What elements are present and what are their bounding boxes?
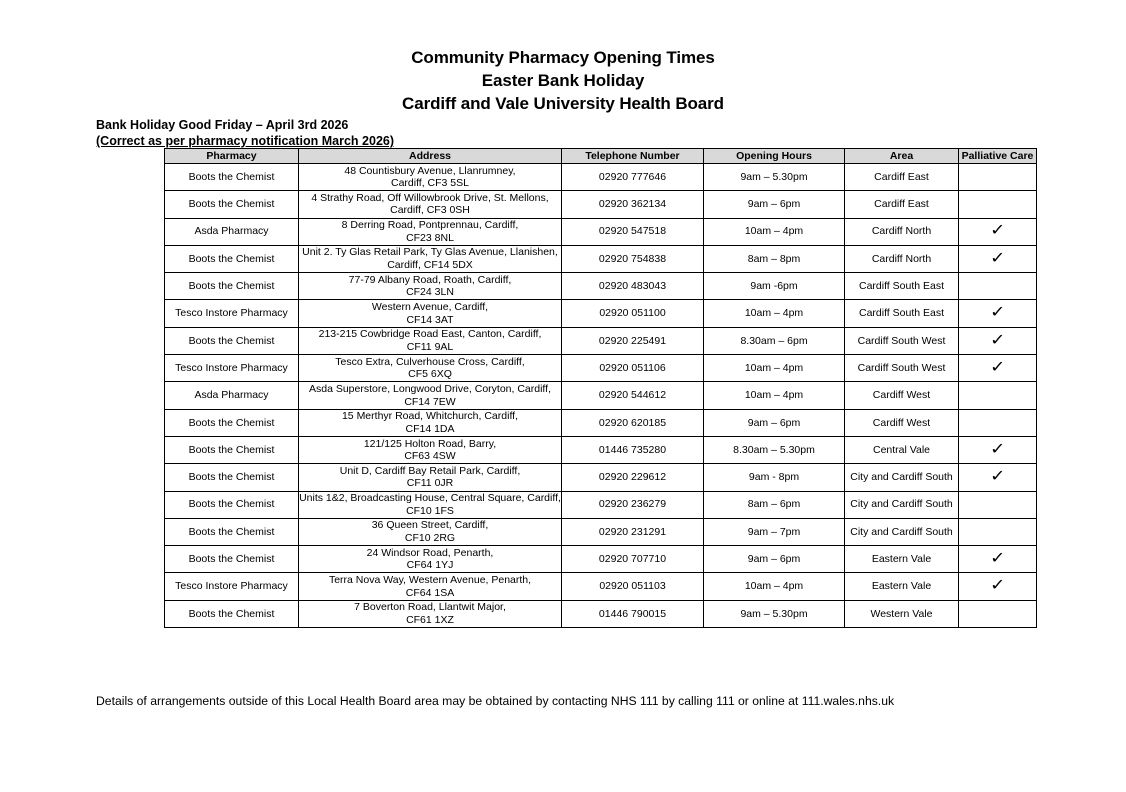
checkmark-icon: ✓ <box>989 440 1006 458</box>
cell-opening-hours: 9am - 8pm <box>704 464 845 491</box>
cell-pharmacy: Boots the Chemist <box>165 273 299 300</box>
address-line-2: CF14 1DA <box>405 422 455 435</box>
address-line-1: 8 Derring Road, Pontprennau, Cardiff, <box>341 219 519 232</box>
cell-pharmacy: Boots the Chemist <box>165 409 299 436</box>
address-line-2: CF10 1FS <box>406 504 454 517</box>
cell-opening-hours: 9am – 5.30pm <box>704 600 845 627</box>
cell-opening-hours: 10am – 4pm <box>704 573 845 600</box>
address-line-2: CF64 1YJ <box>406 559 454 572</box>
cell-address <box>299 355 562 382</box>
address-line-1: Terra Nova Way, Western Avenue, Penarth, <box>328 574 532 586</box>
document-title-block <box>0 46 1126 115</box>
table-row <box>165 436 1037 463</box>
cell-pharmacy: Tesco Instore Pharmacy <box>165 355 299 382</box>
address-line-2: CF5 6XQ <box>408 368 452 381</box>
table-row <box>165 218 1037 245</box>
address-line-2: CF63 4SW <box>404 450 456 463</box>
cell-palliative-care <box>959 355 1037 382</box>
cell-pharmacy: Boots the Chemist <box>165 327 299 354</box>
address-line-1: 24 Windsor Road, Penarth, <box>366 546 494 559</box>
table-row <box>165 600 1037 627</box>
cell-area: Cardiff South West <box>845 355 959 382</box>
address-line-2: CF64 1SA <box>405 586 455 599</box>
address-line-2: Cardiff, CF3 0SH <box>390 204 470 217</box>
cell-address <box>299 245 562 272</box>
cell-telephone: 02920 544612 <box>562 382 704 409</box>
checkmark-icon: ✓ <box>989 468 1006 486</box>
cell-area: Western Vale <box>845 600 959 627</box>
cell-address <box>299 546 562 573</box>
title-line-3: Cardiff and Vale University Health Board <box>402 94 724 113</box>
cell-palliative-care <box>959 218 1037 245</box>
table-row <box>165 191 1037 218</box>
cell-area: Eastern Vale <box>845 546 959 573</box>
cell-telephone: 02920 707710 <box>562 546 704 573</box>
cell-pharmacy: Boots the Chemist <box>165 245 299 272</box>
table-row <box>165 409 1037 436</box>
column-header-palliative-care: Palliative Care <box>959 149 1037 164</box>
cell-palliative-care <box>959 191 1037 218</box>
address-line-2: CF10 2RG <box>404 532 456 544</box>
cell-address <box>299 518 562 545</box>
checkmark-icon: ✓ <box>989 222 1006 240</box>
cell-address <box>299 191 562 218</box>
cell-area: Cardiff East <box>845 164 959 191</box>
cell-palliative-care <box>959 245 1037 272</box>
address-line-1: 213-215 Cowbridge Road East, Canton, Cardiff, <box>318 328 542 341</box>
cell-palliative-care <box>959 518 1037 545</box>
correctness-note: (Correct as per pharmacy notification March 2026) <box>96 134 395 148</box>
cell-pharmacy: Boots the Chemist <box>165 491 299 518</box>
cell-telephone: 02920 483043 <box>562 273 704 300</box>
cell-area: Cardiff North <box>845 245 959 272</box>
cell-opening-hours: 8am – 8pm <box>704 245 845 272</box>
table-row <box>165 518 1037 545</box>
cell-telephone: 02920 225491 <box>562 327 704 354</box>
table-row <box>165 491 1037 518</box>
address-line-1: 121/125 Holton Road, Barry, <box>363 437 497 450</box>
address-line-1: 4 Strathy Road, Off Willowbrook Drive, St. Mellons, <box>311 191 549 204</box>
cell-address <box>299 491 562 518</box>
table-row <box>165 464 1037 491</box>
cell-palliative-care <box>959 300 1037 327</box>
cell-telephone: 02920 051100 <box>562 300 704 327</box>
cell-telephone: 02920 777646 <box>562 164 704 191</box>
cell-telephone: 02920 231291 <box>562 518 704 545</box>
table-row <box>165 382 1037 409</box>
table-row <box>165 546 1037 573</box>
cell-telephone: 02920 620185 <box>562 409 704 436</box>
column-header-pharmacy: Pharmacy <box>165 149 299 164</box>
cell-opening-hours: 10am – 4pm <box>704 218 845 245</box>
address-line-2: CF61 1XZ <box>406 613 454 626</box>
cell-palliative-care <box>959 327 1037 354</box>
address-line-1: 36 Queen Street, Cardiff, <box>371 519 489 532</box>
cell-address <box>299 382 562 409</box>
address-line-1: 7 Boverton Road, Llantwit Major, <box>354 601 506 614</box>
checkmark-icon: ✓ <box>989 304 1006 322</box>
cell-opening-hours: 8.30am – 5.30pm <box>704 436 845 463</box>
address-line-1: 15 Merthyr Road, Whitchurch, Cardiff, <box>341 410 519 423</box>
checkmark-icon: ✓ <box>989 358 1006 376</box>
cell-area: City and Cardiff South <box>845 464 959 491</box>
cell-area: Cardiff East <box>845 191 959 218</box>
address-line-1: Units 1&2, Broadcasting House, Central Square, Cardiff, <box>299 492 561 505</box>
address-line-2: CF14 3AT <box>406 313 454 326</box>
title-line-1: Community Pharmacy Opening Times <box>411 48 715 67</box>
address-line-1: 48 Countisbury Avenue, Llanrumney, <box>344 164 516 177</box>
table-row <box>165 164 1037 191</box>
cell-pharmacy: Boots the Chemist <box>165 164 299 191</box>
cell-pharmacy: Boots the Chemist <box>165 600 299 627</box>
cell-palliative-care <box>959 164 1037 191</box>
address-line-2: Cardiff, CF14 5DX <box>387 259 473 272</box>
cell-opening-hours: 10am – 4pm <box>704 382 845 409</box>
cell-address <box>299 218 562 245</box>
cell-telephone: 02920 362134 <box>562 191 704 218</box>
cell-telephone: 02920 754838 <box>562 245 704 272</box>
cell-address <box>299 409 562 436</box>
address-line-2: CF11 0JR <box>406 477 454 490</box>
cell-palliative-care <box>959 464 1037 491</box>
table-row <box>165 245 1037 272</box>
cell-address <box>299 464 562 491</box>
cell-area: Cardiff North <box>845 218 959 245</box>
pharmacy-table-container <box>164 148 1036 628</box>
column-header-telephone: Telephone Number <box>562 149 704 164</box>
cell-opening-hours: 10am – 4pm <box>704 355 845 382</box>
footer-note: Details of arrangements outside of this Local Health Board area may be obtained by contacting NHS 111 by calling 111 or online at 111.wales.nhs.uk <box>96 694 895 708</box>
table-row <box>165 273 1037 300</box>
cell-telephone: 02920 229612 <box>562 464 704 491</box>
cell-opening-hours: 10am – 4pm <box>704 300 845 327</box>
address-line-1: Unit D, Cardiff Bay Retail Park, Cardiff, <box>339 464 521 477</box>
cell-palliative-care <box>959 409 1037 436</box>
cell-palliative-care <box>959 273 1037 300</box>
address-line-2: CF11 9AL <box>406 340 454 353</box>
cell-area: Cardiff South East <box>845 273 959 300</box>
cell-opening-hours: 9am – 6pm <box>704 546 845 573</box>
cell-telephone: 02920 547518 <box>562 218 704 245</box>
cell-pharmacy: Tesco Instore Pharmacy <box>165 300 299 327</box>
cell-area: Cardiff West <box>845 409 959 436</box>
checkmark-icon: ✓ <box>989 577 1006 595</box>
cell-address <box>299 436 562 463</box>
cell-opening-hours: 9am – 5.30pm <box>704 164 845 191</box>
cell-opening-hours: 8.30am – 6pm <box>704 327 845 354</box>
cell-palliative-care <box>959 546 1037 573</box>
address-line-1: Western Avenue, Cardiff, <box>371 301 489 314</box>
checkmark-icon: ✓ <box>989 550 1006 567</box>
table-row <box>165 300 1037 327</box>
column-header-opening-hours: Opening Hours <box>704 149 845 164</box>
cell-opening-hours: 9am – 6pm <box>704 409 845 436</box>
cell-telephone: 02920 236279 <box>562 491 704 518</box>
checkmark-icon: ✓ <box>989 331 1006 349</box>
address-line-1: Unit 2. Ty Glas Retail Park, Ty Glas Avenue, Llanishen, <box>302 246 558 259</box>
cell-address <box>299 600 562 627</box>
cell-palliative-care <box>959 436 1037 463</box>
cell-pharmacy: Boots the Chemist <box>165 191 299 218</box>
cell-address <box>299 300 562 327</box>
title-line-2: Easter Bank Holiday <box>481 71 645 90</box>
cell-palliative-care <box>959 600 1037 627</box>
cell-area: Cardiff South West <box>845 327 959 354</box>
cell-address <box>299 573 562 600</box>
cell-address <box>299 273 562 300</box>
column-header-area: Area <box>845 149 959 164</box>
table-row <box>165 327 1037 354</box>
cell-area: Cardiff West <box>845 382 959 409</box>
cell-pharmacy: Boots the Chemist <box>165 518 299 545</box>
table-body <box>165 164 1037 628</box>
cell-area: Central Vale <box>845 436 959 463</box>
table-row <box>165 573 1037 600</box>
cell-pharmacy: Asda Pharmacy <box>165 218 299 245</box>
table-row <box>165 355 1037 382</box>
cell-opening-hours: 9am – 6pm <box>704 191 845 218</box>
cell-address <box>299 164 562 191</box>
cell-palliative-care <box>959 573 1037 600</box>
cell-palliative-care <box>959 382 1037 409</box>
bank-holiday-date: Bank Holiday Good Friday – April 3rd 2026 <box>96 118 349 132</box>
pharmacy-opening-times-table <box>164 148 1037 628</box>
cell-pharmacy: Boots the Chemist <box>165 546 299 573</box>
cell-area: Eastern Vale <box>845 573 959 600</box>
subheading-block <box>96 117 394 149</box>
address-line-1: Asda Superstore, Longwood Drive, Coryton, Cardiff, <box>308 382 551 395</box>
cell-telephone: 02920 051106 <box>562 355 704 382</box>
checkmark-icon: ✓ <box>989 249 1006 267</box>
cell-opening-hours: 9am -6pm <box>704 273 845 300</box>
cell-opening-hours: 9am – 7pm <box>704 518 845 545</box>
cell-telephone: 01446 735280 <box>562 436 704 463</box>
cell-address <box>299 327 562 354</box>
cell-telephone: 02920 051103 <box>562 573 704 600</box>
cell-pharmacy: Boots the Chemist <box>165 464 299 491</box>
cell-area: Cardiff South East <box>845 300 959 327</box>
cell-telephone: 01446 790015 <box>562 600 704 627</box>
cell-opening-hours: 8am – 6pm <box>704 491 845 518</box>
cell-area: City and Cardiff South <box>845 491 959 518</box>
address-line-2: CF14 7EW <box>404 395 456 408</box>
cell-pharmacy: Asda Pharmacy <box>165 382 299 409</box>
table-header-row <box>165 149 1037 164</box>
address-line-1: 77-79 Albany Road, Roath, Cardiff, <box>348 273 512 286</box>
column-header-address: Address <box>299 149 562 164</box>
address-line-2: Cardiff, CF3 5SL <box>390 177 469 190</box>
address-line-1: Tesco Extra, Culverhouse Cross, Cardiff, <box>335 355 525 368</box>
address-line-2: CF24 3LN <box>406 286 454 299</box>
address-line-2: CF23 8NL <box>406 231 454 244</box>
cell-pharmacy: Boots the Chemist <box>165 436 299 463</box>
cell-pharmacy: Tesco Instore Pharmacy <box>165 573 299 600</box>
cell-palliative-care <box>959 491 1037 518</box>
cell-area: City and Cardiff South <box>845 518 959 545</box>
